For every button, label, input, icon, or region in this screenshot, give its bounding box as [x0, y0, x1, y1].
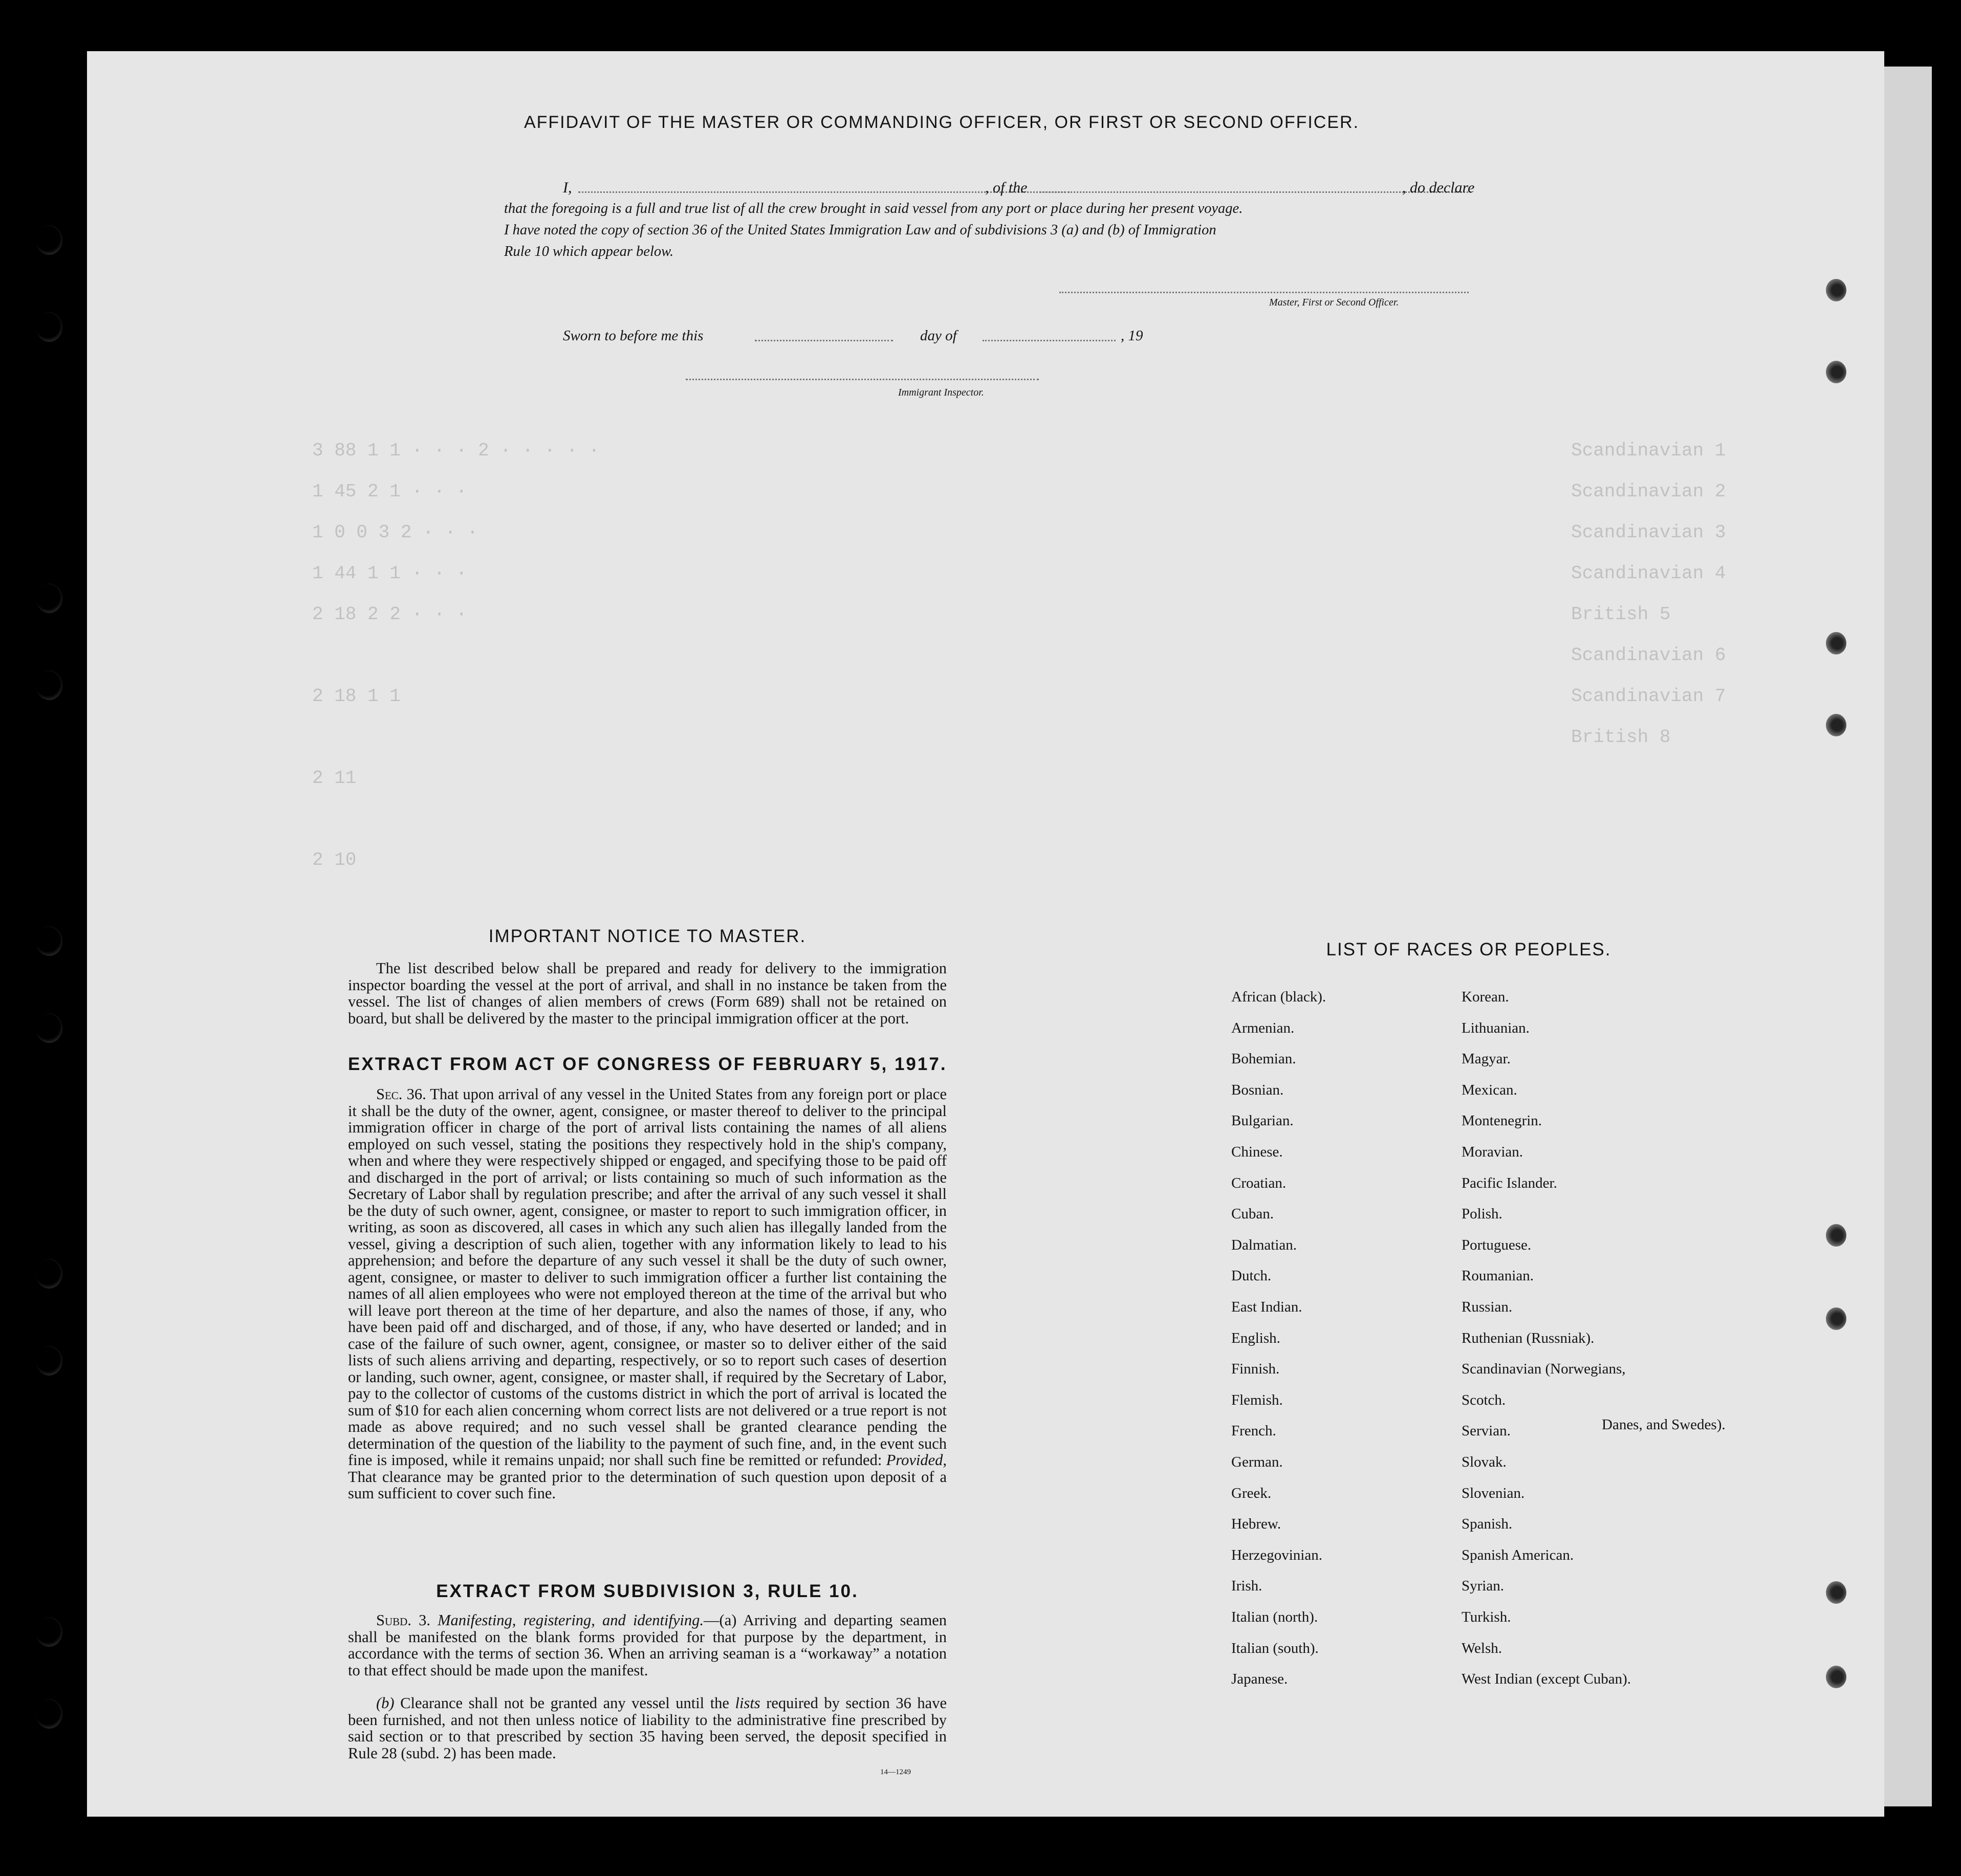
race-item: Syrian. — [1462, 1578, 1504, 1595]
act-title: EXTRACT FROM ACT OF CONGRESS OF FEBRUARY 5, 1917. — [348, 1054, 947, 1074]
race-item: Portuguese. — [1462, 1236, 1532, 1253]
race-item: Montenegrin. — [1462, 1112, 1542, 1129]
binder-hole — [1826, 1307, 1846, 1330]
race-item: Dalmatian. — [1231, 1236, 1297, 1253]
race-item: Chinese. — [1231, 1144, 1283, 1160]
rule-para-b — [348, 1695, 947, 1761]
race-item: Bosnian. — [1231, 1081, 1284, 1098]
race-item: Roumanian. — [1462, 1268, 1534, 1284]
race-item: West Indian (except Cuban). — [1462, 1671, 1631, 1688]
binder-hole — [36, 1013, 62, 1043]
act-text — [348, 1086, 947, 1502]
binder-hole — [1826, 632, 1846, 655]
act-text-end: That clearance may be granted prior to the determination of such question upon deposit of a sum sufficient to cover such fine. — [348, 1468, 947, 1502]
binder-hole — [36, 312, 62, 342]
subd-label: Subd. 3. — [376, 1611, 430, 1629]
affidavit-i: I, — [563, 179, 572, 196]
para-a-text: Arriving and departing seamen shall be manifested on the blank forms provided for that purpose by the department, in accordance with the terms of section 36. When an arriving seaman is a “workaway” a notation to that effect should be made upon the manifest. — [348, 1611, 947, 1679]
race-item: French. — [1231, 1423, 1276, 1439]
race-item: Servian. — [1462, 1423, 1511, 1439]
race-item: Magyar. — [1462, 1051, 1511, 1067]
race-item: Hebrew. — [1231, 1516, 1281, 1533]
race-item: Greek. — [1231, 1485, 1272, 1501]
form-number: 14—1249 — [880, 1768, 911, 1776]
para-b-text-1: Clearance shall not be granted any vessel until the — [400, 1694, 729, 1712]
binder-hole — [1826, 714, 1846, 736]
race-item: Slovenian. — [1462, 1485, 1525, 1501]
para-a-label: —(a) — [704, 1611, 737, 1629]
race-item: Japanese. — [1231, 1671, 1288, 1688]
race-item: Herzegovinian. — [1231, 1546, 1322, 1563]
day-of-text: day of — [920, 328, 957, 344]
affidavit-title: AFFIDAVIT OF THE MASTER OR COMMANDING OFFICER, OR FIRST OR SECOND OFFICER. — [524, 113, 1360, 132]
binder-hole — [36, 1617, 62, 1647]
binder-hole — [36, 670, 62, 700]
race-item: Pacific Islander. — [1462, 1174, 1557, 1191]
sworn-month-field[interactable] — [983, 340, 1116, 341]
race-item: Croatian. — [1231, 1174, 1287, 1191]
race-item: Italian (south). — [1231, 1640, 1319, 1656]
binder-hole — [36, 926, 62, 956]
sec-label: Sec. 36. — [376, 1085, 426, 1103]
race-item: English. — [1231, 1329, 1280, 1346]
affidavit-of-the: , of the — [985, 179, 1028, 196]
binder-hole — [36, 583, 62, 613]
binder-hole — [1826, 1666, 1846, 1688]
race-item: Cuban. — [1231, 1206, 1274, 1223]
signature-label: Master, First or Second Officer. — [1269, 297, 1399, 308]
binder-hole — [36, 1699, 62, 1729]
race-item: Lithuanian. — [1462, 1019, 1530, 1036]
race-item: Armenian. — [1231, 1019, 1295, 1036]
race-item: Irish. — [1231, 1578, 1262, 1595]
race-item: Spanish American. — [1462, 1546, 1574, 1563]
binder-hole — [1826, 361, 1846, 383]
race-item: Mexican. — [1462, 1081, 1517, 1098]
race-item: Russian. — [1462, 1299, 1513, 1315]
race-item: Italian (north). — [1231, 1609, 1318, 1625]
race-item: Moravian. — [1462, 1144, 1523, 1160]
race-item: Finnish. — [1231, 1361, 1280, 1378]
para-b-lists: lists — [735, 1694, 760, 1712]
race-item: Slovak. — [1462, 1454, 1507, 1470]
race-item: Bohemian. — [1231, 1051, 1296, 1067]
notice-title: IMPORTANT NOTICE TO MASTER. — [488, 926, 807, 946]
binder-hole — [36, 225, 62, 255]
para-b-label: (b) — [376, 1694, 395, 1712]
race-item: German. — [1231, 1454, 1283, 1470]
race-item: Welsh. — [1462, 1640, 1502, 1656]
affidavit-line-4: Rule 10 which appear below. — [504, 244, 674, 259]
year-text: , 19 — [1121, 328, 1143, 344]
inspector-signature-field[interactable] — [686, 379, 1039, 380]
binder-hole — [36, 1259, 62, 1289]
race-item: Dutch. — [1231, 1268, 1272, 1284]
binder-hole — [36, 1346, 62, 1376]
affidavit-line-3: I have noted the copy of section 36 of the United States Immigration Law and of subdivisions 3 (a) and (b) of Immigration — [504, 222, 1216, 238]
binder-hole — [1826, 279, 1846, 301]
rule-para-a — [348, 1612, 947, 1678]
subd-heading: Manifesting, registering, and identifying. — [438, 1611, 704, 1629]
affidavit-declare: , do declare — [1402, 179, 1475, 196]
races-title: LIST OF RACES OR PEOPLES. — [1326, 940, 1611, 959]
affidavit-line-2: that the foregoing is a full and true list of all the crew brought in said vessel from any port or place during her present voyage. — [504, 201, 1243, 216]
race-item: Scandinavian (Norwegians, — [1462, 1361, 1626, 1378]
race-item: Flemish. — [1231, 1391, 1283, 1408]
race-item: Turkish. — [1462, 1609, 1511, 1625]
race-item: Ruthenian (Russniak). — [1462, 1329, 1595, 1346]
binder-hole — [1826, 1224, 1846, 1247]
race-item: Scotch. — [1462, 1391, 1506, 1408]
race-scandinavian-cont: Danes, and Swedes). — [1602, 1416, 1726, 1433]
race-item: Polish. — [1462, 1206, 1502, 1223]
manifest-page: 3 88 1 1 · · · 2 · · · · · 1 45 2 1 · · · 1 0 0 3 2 · · · 1 44 1 1 · · · 2 18 2 2 · · · 2 18 1 1 2 11 2 10 Scandinavian 1 Scandinavian 2 Scandinavian 3 Scandinavian 4 British 5 Scandinavian 6 Scandinavian 7 British 8 AFFIDAVIT OF THE MASTER OR COMMANDING OFFICER, OR FIRST OR SECOND OFFICER. I, , of the , do declare that the foregoing is a full and true list of all the crew brought in said vessel from any port or place during her present voyage. I have noted the copy of section 36 of the United States Immigration Law and of subdivisions 3 (a) and (b) of Immigration Rule 10 which appear below. Master, First or Second Officer. Sworn to before me this day of , 19 Immigrant Inspector. IMPORTANT NOTICE TO MASTER. The list described below shall be prepared and ready for delivery to the immigration inspector boarding the vessel at the port of arrival, and shall in no instance be taken from the vessel. The list of changes of alien members of crews (Form 689) shall not be retained on board, but shall be delivered by the master to the principal immigration officer at the port. EXTRACT FROM ACT OF CONGRESS OF FEBRUARY 5, 1917. Sec. 36. That upon arrival of any vessel in the United States from any foreign port or place it shall be the duty of the owner, agent, consignee, or master thereof to deliver to the principal immigration officer in charge of the port of arrival lists containing the names of all aliens employed on such vessel, stating the positions they respectively hold in the ship's company, when and where they were respectively shipped or engaged, and specifying those to be paid off and discharged in the port of arrival; or lists containing so much of such information as the Secretary of Labor shall by regulation prescribe; and after the arrival of any such vessel it shall be the duty of such owner, agent, consignee, or master to report to such immigration officer, in writing, as soon as discovered, all cases in which any such alien has illegally landed from the vessel, giving a description of such alien, together with any information likely to lead to his apprehension; and before the departure of any such vessel it shall be the duty of such owner, agent, consignee, or master to deliver to such immigration officer a further list containing the names of all alien employees who were not employed thereon at the time of the arrival but who will leave port thereon at the time of her departure, and also the names of those, if any, who have been paid off and discharged, and of those, if any, who have deserted or landed; and in case of the failure of such owner, agent, consignee, or master so to deliver either of the said lists of such aliens arriving and departing, respectively, or so to report such cases of desertion or landing, such owner, agent, consignee, or master shall, if required by the Secretary of Labor, pay to the collector of customs of the customs district in which the port of arrival is located the sum of $10 for each alien concerning whom correct lists are not delivered or a true report is not made as above required; and no such vessel shall be granted clearance pending the determination of the question of the liability to the payment of such fine, and, in the event such fine is imposed, while it remains unpaid; nor shall such fine be remitted or refunded: Provided, That clearance may be granted prior to the determination of such question upon deposit of a sum sufficient to cover such fine. EXTRACT FROM SUBDIVISION 3, RULE 10. Subd. 3. Manifesting, registering, and identifying.—(a) Arriving and departing seamen shall be manifested on the blank forms provided for that purpose by the department, in accordance with the terms of section 36. When an arriving seaman is a “workaway” a notation to that effect should be made upon the manifest. (b) Clearance shall not be granted any vessel until the lists required by section 36 have been furnished, and not then unless notice of liability to the administrative fine prescribed by said section or to that prescribed by section 35 having been served, the deposit specified in Rule 28 (subd. 2) has been made. 14—1249 LIST OF RACES OR PEOPLES. African (black). Armenian. Bohemian. Bosnian. Bulgarian. Chinese. Croatian. Cuban. Dalmatian. Dutch. East Indian. English. Finnish. Flemish. French. German. Greek. Hebrew. Herzegovinian. Irish. Italian (north). Italian (south). Japanese. Korean. Lithuanian. Magyar. Mexican. Montenegrin. Moravian. Pacific Islander. Polish. Portuguese. Roumanian. Russian. Ruthenian (Russniak). Scandinavian (Norwegians, Scotch. Servian. Slovak. Slovenian. Spanish. Spanish American. Syrian. Turkish. Welsh. West Indian (except Cuban). Danes, and Swedes). — [87, 51, 1884, 1817]
inspector-label: Immigrant Inspector. — [898, 387, 984, 398]
para-b-text-2: required by section 36 have been furnished, and not then unless notice of liability to the administrative fine prescribed by said section or to that prescribed by section 35 having been served, the deposit specified in Rule 28 (subd. 2) has been made. — [348, 1694, 947, 1762]
race-item: Bulgarian. — [1231, 1112, 1294, 1129]
sworn-day-field[interactable] — [755, 340, 893, 341]
act-provided: Provided, — [886, 1451, 947, 1469]
officer-signature-field[interactable] — [1059, 292, 1469, 293]
race-item: Korean. — [1462, 989, 1509, 1005]
sworn-text: Sworn to before me this — [563, 328, 704, 344]
act-text-main: That upon arrival of any vessel in the United States from any foreign port or place it shall be the duty of the owner, agent, consignee, or master thereof to deliver to the principal immigration officer in charge of the port of arrival lists containing the names of all aliens employed on such vessel, stating the positions they respectively hold in the ship's company, when and where they were respectively shipped or engaged, and specifying those to be paid off and discharged in the port of arrival; or lists containing so much of such information as the Secretary of Labor shall by regulation prescribe; and after the arrival of any such vessel it shall be the duty of such owner, agent, consignee, or master to report to such immigration officer, in writing, as soon as discovered, all cases in which any such alien has illegally landed from the vessel, giving a description of such alien, together with any information likely to lead to his apprehension; and before the departure of any such vessel it shall be the duty of such owner, agent, consignee, or master to deliver to such immigration officer a further list containing the names of all alien employees who were not employed thereon at the time of the arrival but who will leave port thereon at the time of her departure, and also the names of those, if any, who have been paid off and discharged, and of those, if any, who have deserted or landed; and in case of the failure of such owner, agent, consignee, or master so to deliver either of the said lists of such aliens arriving and departing, respectively, or so to report such cases of desertion or landing, such owner, agent, consignee, or master shall, if required by the Secretary of Labor, pay to the collector of customs of the customs district in which the port of arrival is located the sum of $10 for each alien concerning whom correct lists are not delivered or a true report is not made as above required; and no such vessel shall be granted clearance pending the determination of the question of the liability to the payment of such fine, and, in the event such fine is imposed, while it remains unpaid; nor shall such fine be remitted or refunded: — [348, 1085, 947, 1469]
race-item: East Indian. — [1231, 1299, 1302, 1315]
notice-text: The list described below shall be prepared and ready for delivery to the immigration inspector boarding the vessel at the port of arrival, and shall in no instance be taken from the vessel. The list of changes of alien members of crews (Form 689) shall not be retained on board, but shall be delivered by the master to the principal immigration officer at the port. — [348, 959, 947, 1027]
rule-title: EXTRACT FROM SUBDIVISION 3, RULE 10. — [436, 1581, 859, 1601]
binder-hole — [1826, 1581, 1846, 1604]
race-item: African (black). — [1231, 989, 1326, 1005]
race-item: Spanish. — [1462, 1516, 1513, 1533]
